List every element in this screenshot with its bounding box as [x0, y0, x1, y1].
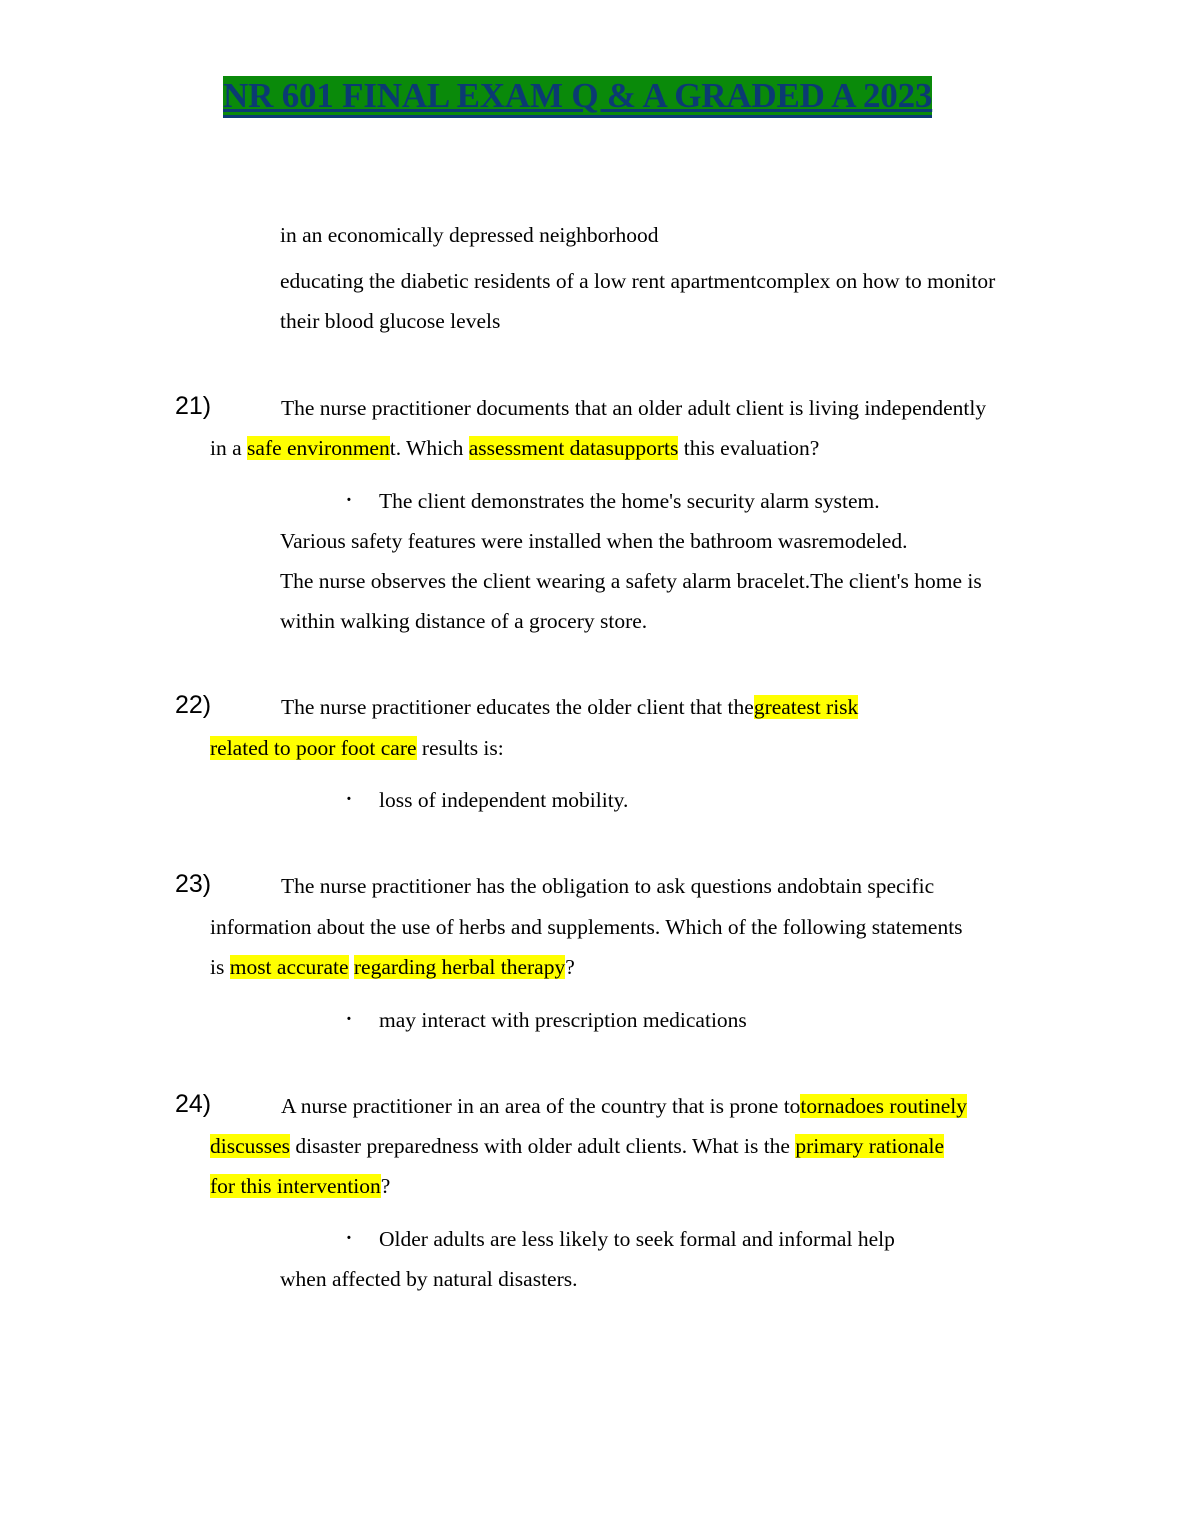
question-23-number: 23)	[175, 870, 212, 898]
question-24-text-line-1	[281, 1093, 967, 1119]
question-21-number: 21)	[175, 392, 212, 420]
q23-text: is	[210, 955, 230, 979]
question-22-text-line-1	[281, 694, 858, 720]
q23-highlight-most-accurate: most accurate	[229, 955, 349, 979]
question-22-number: 22)	[175, 691, 212, 719]
question-22-answer-line-1: loss of independent mobility.	[379, 788, 629, 812]
question-23-text-line-3	[210, 954, 575, 980]
question-23-text-line-1: The nurse practitioner has the obligation to ask questions andobtain specific	[281, 874, 935, 898]
question-21-text-line-1: The nurse practitioner documents that an older adult client is living independently	[281, 396, 987, 420]
q24-highlight-tornadoes: tornadoes routinely	[800, 1094, 968, 1118]
q21-text: this evaluation?	[678, 436, 820, 460]
question-21-answer-line-2: Various safety features were installed when the bathroom wasremodeled.	[280, 529, 908, 553]
prev-answer-line-2: educating the diabetic residents of a low rent apartmentcomplex on how to monitor	[280, 269, 996, 293]
bullet-icon: •	[347, 1013, 351, 1025]
q24-text: disaster preparedness with older adult clients. What is the	[290, 1134, 796, 1158]
q23-text: ?	[565, 955, 575, 979]
q21-text: t. Which	[389, 436, 469, 460]
q21-text: in a	[210, 436, 248, 460]
q22-highlight-greatest-risk: greatest risk	[753, 695, 859, 719]
question-24-answer-line-1: Older adults are less likely to seek formal and informal help	[379, 1227, 895, 1251]
q21-highlight-assessment-data: assessment datasupports	[468, 436, 679, 460]
question-21-answer-line-4: within walking distance of a grocery store.	[280, 609, 648, 633]
question-24-answer-line-2: when affected by natural disasters.	[280, 1267, 578, 1291]
question-23-text-line-2: information about the use of herbs and supplements. Which of the following statements	[210, 915, 963, 939]
q22-text: results is:	[416, 736, 504, 760]
question-22-text-line-2	[210, 735, 504, 761]
prev-answer-line-1: in an economically depressed neighborhood	[280, 223, 659, 247]
prev-answer-line-3: their blood glucose levels	[280, 309, 501, 333]
question-23-answer-line-1: may interact with prescription medications	[379, 1008, 747, 1032]
q24-highlight-discusses: discusses	[210, 1134, 291, 1158]
question-24-text-line-3	[210, 1173, 390, 1199]
bullet-icon: •	[347, 494, 351, 506]
question-21-answer-line-1: The client demonstrates the home's security alarm system.	[379, 489, 880, 513]
question-24-text-line-2	[210, 1133, 944, 1159]
question-24-number: 24)	[175, 1090, 212, 1118]
bullet-icon: •	[347, 793, 351, 805]
q24-highlight-primary-rationale: primary rationale	[795, 1134, 945, 1158]
q23-highlight-herbal-therapy: regarding herbal therapy	[353, 955, 566, 979]
bullet-icon: •	[347, 1232, 351, 1244]
question-21-text-line-2	[210, 435, 819, 461]
q22-highlight-poor-foot-care: related to poor foot care	[210, 736, 417, 760]
q22-text: The nurse practitioner educates the older client that the	[281, 695, 754, 719]
q24-text: A nurse practitioner in an area of the country that is prone to	[281, 1094, 801, 1118]
q21-highlight-safe-environment: safe environmen	[247, 436, 390, 460]
title-banner	[223, 76, 932, 118]
question-21-answer-line-3: The nurse observes the client wearing a safety alarm bracelet.The client's home is	[280, 569, 982, 593]
q24-text: ?	[380, 1174, 391, 1198]
q24-highlight-intervention: for this intervention	[210, 1174, 381, 1198]
document-title: NR 601 FINAL EXAM Q & A GRADED A 2023	[223, 76, 933, 115]
